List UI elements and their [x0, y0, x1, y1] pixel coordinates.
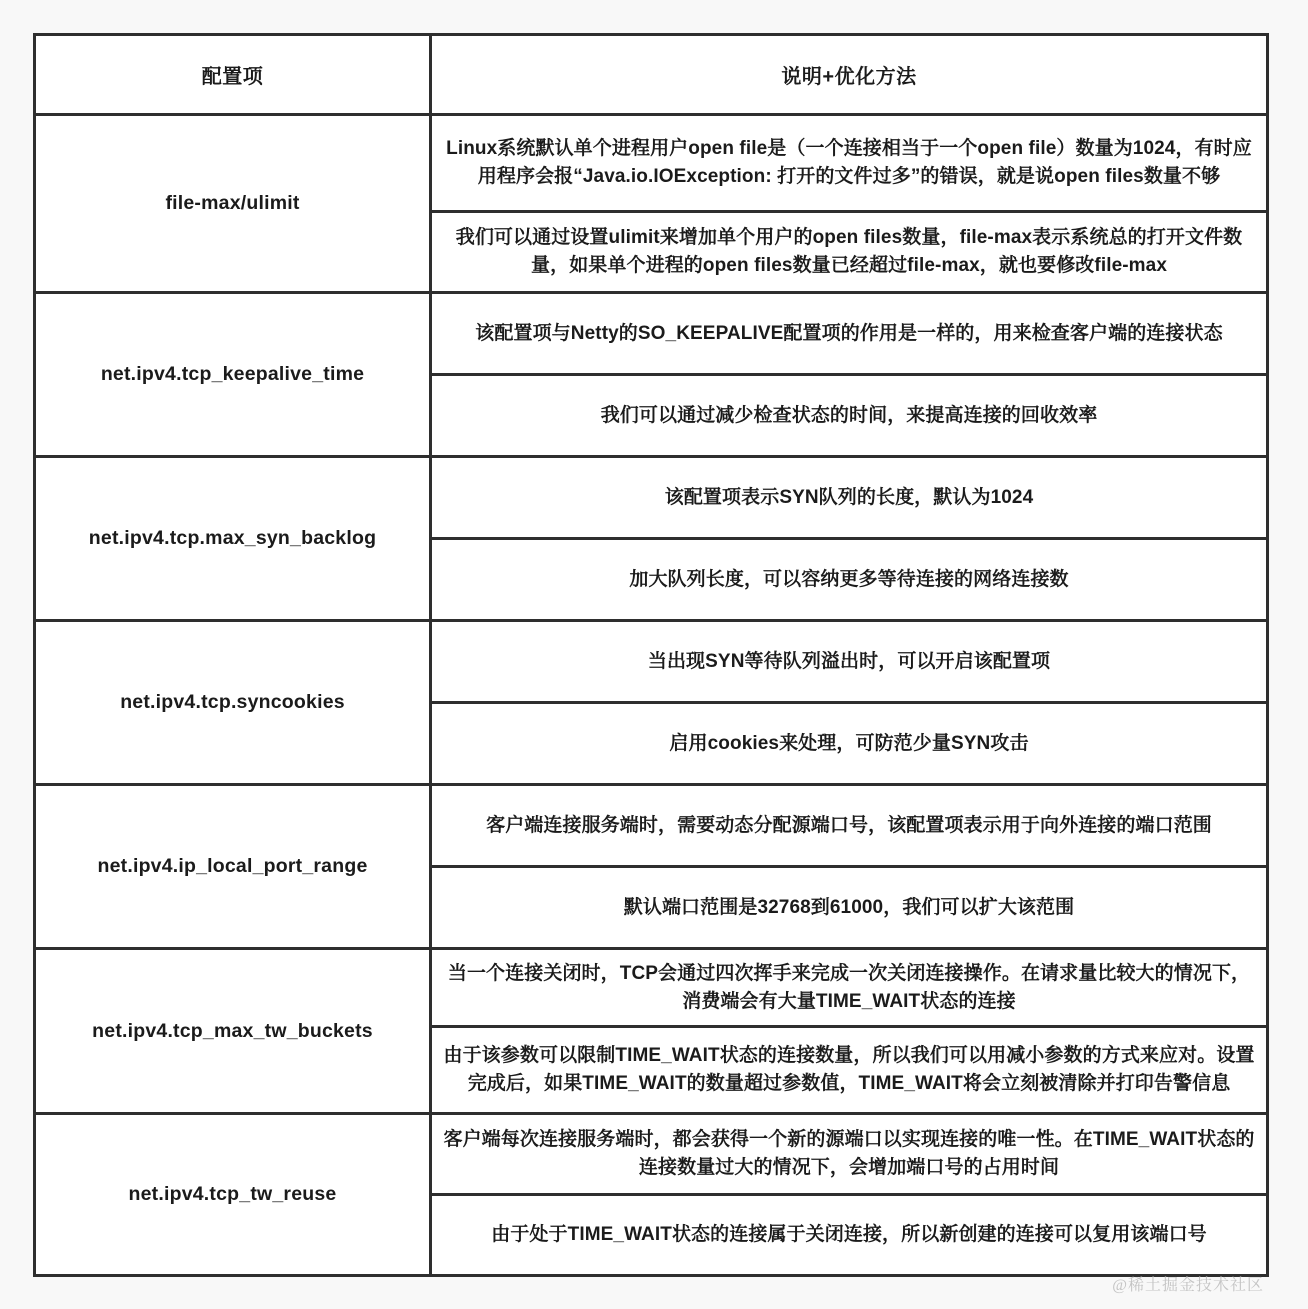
table-row [35, 1114, 1268, 1195]
linux-tcp-config-table [33, 33, 1269, 1277]
config-description-cell: 客户端每次连接服务端时，都会获得一个新的源端口以实现连接的唯一性。在TIME_WAIT状态的连接数量过大的情况下，会增加端口号的占用时间 [431, 1114, 1268, 1195]
config-key-cell: file-max/ulimit [35, 115, 431, 293]
table-row [35, 293, 1268, 375]
config-optimization-cell: 我们可以通过设置ulimit来增加单个用户的open files数量，file-max表示系统总的打开文件数量，如果单个进程的open files数量已经超过file-max，就也要修改file-max [431, 212, 1268, 293]
config-optimization-cell: 我们可以通过减少检查状态的时间，来提高连接的回收效率 [431, 375, 1268, 457]
config-key-cell: net.ipv4.tcp.max_syn_backlog [35, 457, 431, 621]
config-optimization-cell: 启用cookies来处理，可防范少量SYN攻击 [431, 703, 1268, 785]
table-row [35, 785, 1268, 867]
config-optimization-cell: 默认端口范围是32768到61000，我们可以扩大该范围 [431, 867, 1268, 949]
table-row [35, 115, 1268, 212]
table-row [35, 621, 1268, 703]
config-description-cell: 当一个连接关闭时，TCP会通过四次挥手来完成一次关闭连接操作。在请求量比较大的情况下，消费端会有大量TIME_WAIT状态的连接 [431, 949, 1268, 1027]
config-key-cell: net.ipv4.tcp_tw_reuse [35, 1114, 431, 1276]
config-key-cell: net.ipv4.tcp.syncookies [35, 621, 431, 785]
column-header-description: 说明+优化方法 [431, 35, 1268, 115]
table-header-row [35, 35, 1268, 115]
config-description-cell: 该配置项与Netty的SO_KEEPALIVE配置项的作用是一样的，用来检查客户端的连接状态 [431, 293, 1268, 375]
config-key-cell: net.ipv4.tcp_keepalive_time [35, 293, 431, 457]
column-header-config-item: 配置项 [35, 35, 431, 115]
table-row [35, 949, 1268, 1027]
table-row [35, 457, 1268, 539]
config-key-cell: net.ipv4.ip_local_port_range [35, 785, 431, 949]
config-optimization-cell: 加大队列长度，可以容纳更多等待连接的网络连接数 [431, 539, 1268, 621]
config-optimization-cell: 由于处于TIME_WAIT状态的连接属于关闭连接，所以新创建的连接可以复用该端口号 [431, 1195, 1268, 1276]
config-description-cell: 该配置项表示SYN队列的长度，默认为1024 [431, 457, 1268, 539]
config-description-cell: 客户端连接服务端时，需要动态分配源端口号，该配置项表示用于向外连接的端口范围 [431, 785, 1268, 867]
config-key-cell: net.ipv4.tcp_max_tw_buckets [35, 949, 431, 1114]
config-description-cell: 当出现SYN等待队列溢出时，可以开启该配置项 [431, 621, 1268, 703]
config-optimization-cell: 由于该参数可以限制TIME_WAIT状态的连接数量，所以我们可以用减小参数的方式来应对。设置完成后，如果TIME_WAIT的数量超过参数值，TIME_WAIT将会立刻被清除并打印告警信息 [431, 1027, 1268, 1114]
config-description-cell: Linux系统默认单个进程用户open file是（一个连接相当于一个open file）数量为1024，有时应用程序会报“Java.io.IOException: 打开的文件过多”的错误，就是说open files数量不够 [431, 115, 1268, 212]
watermark: @稀土掘金技术社区 [1112, 1277, 1264, 1294]
